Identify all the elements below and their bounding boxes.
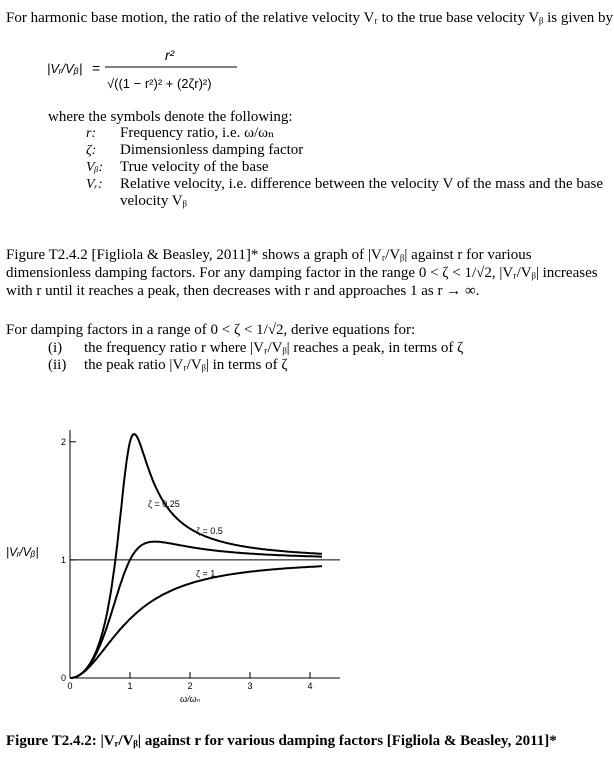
symbol-r: r: <box>86 126 97 141</box>
definition-vr: Relative velocity, i.e. difference between the velocity V of the mass and the base <box>120 176 604 192</box>
task-ii-num: (ii) <box>48 357 67 373</box>
figure-caption: Figure T2.4.2: |Vᵣ/Vᵦ| against r for various damping factors [Figliola & Beasley, 2011]* <box>6 733 557 749</box>
y-tick-label: 0 <box>60 673 66 683</box>
symbol-vr: Vᵣ: <box>86 177 103 192</box>
x-tick-label: 2 <box>187 681 193 691</box>
y-axis-label: |Vᵣ/Vᵦ| <box>6 544 39 559</box>
x-tick-label: 4 <box>307 681 313 691</box>
velocity-ratio-chart <box>0 420 360 710</box>
x-tick-label: 3 <box>247 681 253 691</box>
x-tick-label: 1 <box>127 681 133 691</box>
paragraph1-line2: dimensionless damping factors. For any damping factor in the range 0 < ζ < 1/√2, |Vᵣ/Vᵦ| increases <box>6 265 598 281</box>
definition-r: Frequency ratio, i.e. ω/ωₙ <box>120 125 275 141</box>
symbol-zeta: ζ: <box>86 143 97 158</box>
eq-numerator: r² <box>165 47 175 63</box>
definition-vr-cont: velocity Vᵦ <box>120 193 187 209</box>
where-text: where the symbols denote the following: <box>48 109 293 125</box>
task-ii-text: the peak ratio |Vᵣ/Vᵦ| in terms of ζ <box>84 357 288 373</box>
y-tick-label: 2 <box>60 436 66 447</box>
x-tick-label: 0 <box>67 681 73 691</box>
series-label-0: ζ = 0.25 <box>148 498 180 509</box>
definition-vb: True velocity of the base <box>120 159 269 175</box>
task-i-num: (i) <box>48 340 63 356</box>
velocity-ratio-equation <box>45 40 245 100</box>
eq-lhs: |Vᵣ/Vᵦ| <box>47 61 83 76</box>
eq-denominator: √((1 − r²)² + (2ζr)²) <box>107 76 212 91</box>
y-tick-label: 1 <box>60 554 66 565</box>
series-label-1: ζ = 0.5 <box>196 525 223 536</box>
paragraph2: For damping factors in a range of 0 < ζ < 1/√2, derive equations for: <box>6 322 416 338</box>
intro-text: For harmonic base motion, the ratio of the relative velocity Vᵣ to the true base velocity Vᵦ is given by <box>6 10 613 26</box>
paragraph1-line3: with r until it reaches a peak, then decreases with r and approaches 1 as r → ∞. <box>6 283 480 299</box>
x-axis-label: ω/ωₙ <box>179 694 201 704</box>
paragraph1-line1: Figure T2.4.2 [Figliola & Beasley, 2011]* shows a graph of |Vᵣ/Vᵦ| against r for various <box>6 247 532 263</box>
task-i-text: the frequency ratio r where |Vᵣ/Vᵦ| reaches a peak, in terms of ζ <box>84 340 464 356</box>
series-label-2: ζ = 1 <box>196 568 216 579</box>
eq-equals: = <box>92 60 101 76</box>
definition-zeta: Dimensionless damping factor <box>120 142 304 158</box>
symbol-vb: Vᵦ: <box>86 160 104 175</box>
